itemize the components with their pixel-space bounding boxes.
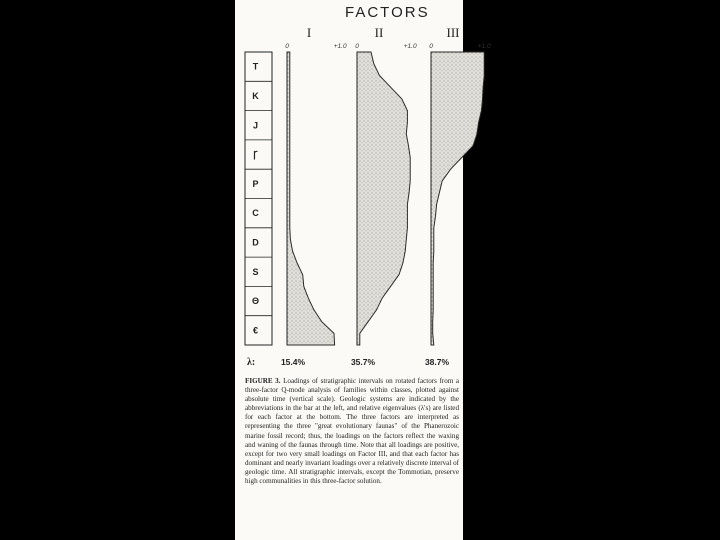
factor-label: I (306, 25, 312, 40)
eigenvalue-label: 35.7% (350, 357, 376, 367)
axis-tick-label: 0 (285, 43, 289, 50)
system-label: J (252, 120, 259, 131)
system-label: € (252, 325, 259, 336)
figure-caption (245, 377, 459, 486)
system-label: Ꞅ (253, 149, 258, 160)
factor-label: II (374, 25, 384, 40)
system-label: S (252, 266, 259, 277)
axis-tick-label: 0 (429, 43, 433, 50)
system-label: T (252, 61, 259, 72)
lambda-label: λ: (247, 357, 256, 368)
eigenvalue-label: 38.7% (424, 357, 450, 367)
caption-label: FIGURE 3. (245, 377, 281, 385)
factor-loading-area (431, 52, 484, 345)
axis-tick-label: 0 (355, 43, 359, 50)
figure-page (235, 0, 491, 540)
system-label: K (252, 90, 259, 101)
factor-label: III (446, 25, 460, 40)
axis-tick-label: +1.0 (333, 43, 347, 50)
axis-tick-label: +1.0 (403, 43, 417, 50)
system-label: Θ (251, 296, 260, 307)
system-label: P (252, 178, 259, 189)
system-label: C (252, 208, 259, 219)
factor-loading-area (357, 52, 410, 345)
axis-tick-label: +1.0 (477, 43, 491, 50)
caption-text: Loadings of stratigraphic intervals on rotated factors from a three-factor Q-mode analysis of families within classes, plotted against absolute time (vertical scale). Geologic systems are indicated by the abbreviations in the bar at the left, and relative eigenvalues (λ's) are listed for each factor at the bottom. The three factors are interpreted as representing the three "great evolutionary faunas" of the Phanerozoic marine fossil record; thus, the loadings on the factors reflect the waxing and waning of the faunas through time. Note that all loadings are positive, except for two very small loadings on Factor III, and that each factor has dominant and nearly invariant loadings over a relatively discrete interval of geologic time. All stratigraphic intervals, except the Tommotian, preserve high communalities in this three-factor solution. (245, 377, 459, 486)
factor-loadings-chart (235, 0, 491, 375)
figure-title: FACTORS (345, 4, 430, 21)
factor-loading-area (287, 52, 335, 345)
eigenvalue-label: 15.4% (280, 357, 306, 367)
system-label: D (252, 237, 259, 248)
